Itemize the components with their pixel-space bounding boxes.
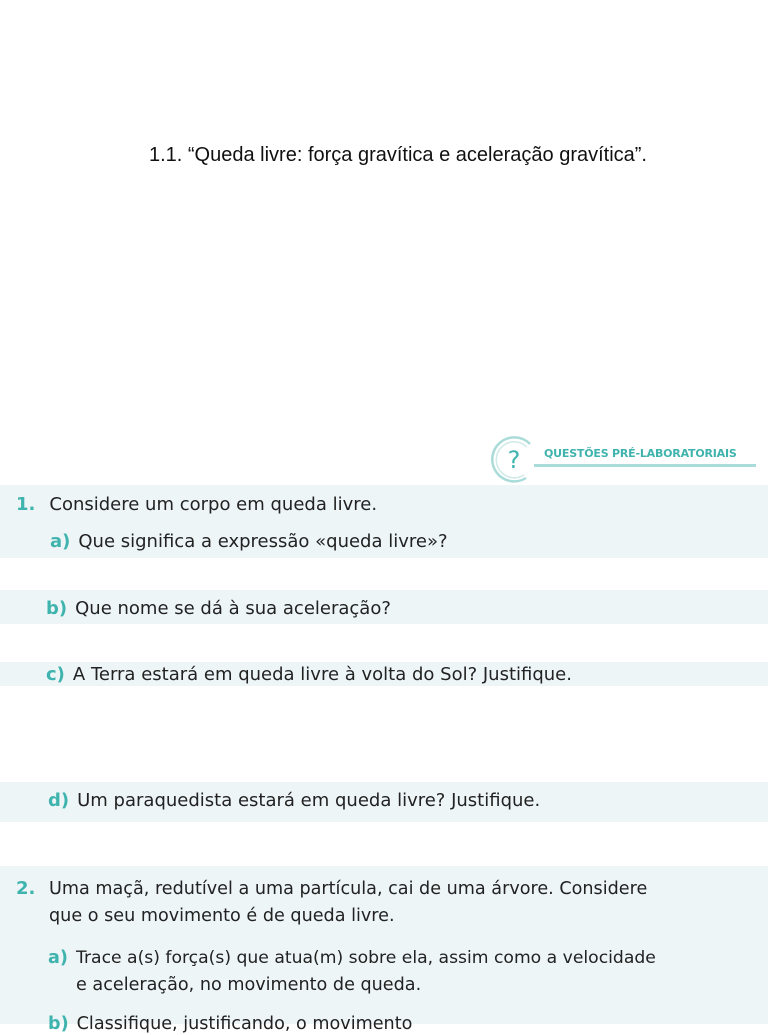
question-1b [46, 598, 391, 620]
item-text: Um paraquedista estará em queda livre? Justifique. [77, 790, 541, 811]
question-number: 2. [16, 878, 36, 899]
question-2a-text-line1: Trace a(s) força(s) que atua(m) sobre ela, assim como a velocidade [76, 948, 656, 968]
section-header [488, 434, 760, 486]
question-2-text-line1: Uma maçã, redutível a uma partícula, cai de uma árvore. Considere [49, 879, 648, 899]
item-text: Que significa a expressão «queda livre»? [78, 531, 448, 552]
question-1d [48, 790, 540, 812]
question-2-text-line2: que o seu movimento é de queda livre. [49, 906, 395, 926]
question-1 [16, 494, 377, 516]
item-letter: c) [46, 664, 65, 685]
question-mark-icon [488, 434, 538, 486]
question-2b [48, 1013, 412, 1035]
item-letter: d) [48, 790, 70, 811]
question-number: 1. [16, 494, 36, 515]
question-1a [50, 531, 448, 553]
item-letter: a) [50, 531, 71, 552]
question-text: Considere um corpo em queda livre. [49, 494, 378, 515]
item-text: Classifique, justificando, o movimento [76, 1014, 413, 1034]
svg-text:?: ? [507, 446, 521, 474]
item-text: A Terra estará em queda livre à volta do Sol? Justifique. [72, 664, 572, 685]
item-text: Que nome se dá à sua aceleração? [75, 598, 391, 619]
question-2a-letter [48, 947, 76, 969]
section-label: QUESTÕES PRÉ-LABORATORIAIS [544, 447, 737, 460]
section-divider [534, 464, 756, 467]
item-letter: a) [48, 948, 68, 968]
question-1c [46, 664, 572, 686]
item-letter: b) [48, 1014, 69, 1034]
question-2 [16, 878, 49, 900]
question-2a-text-line2: e aceleração, no movimento de queda. [76, 975, 422, 995]
item-letter: b) [46, 598, 68, 619]
page-title: 1.1. “Queda livre: força gravítica e aceleração gravítica”. [148, 144, 647, 166]
